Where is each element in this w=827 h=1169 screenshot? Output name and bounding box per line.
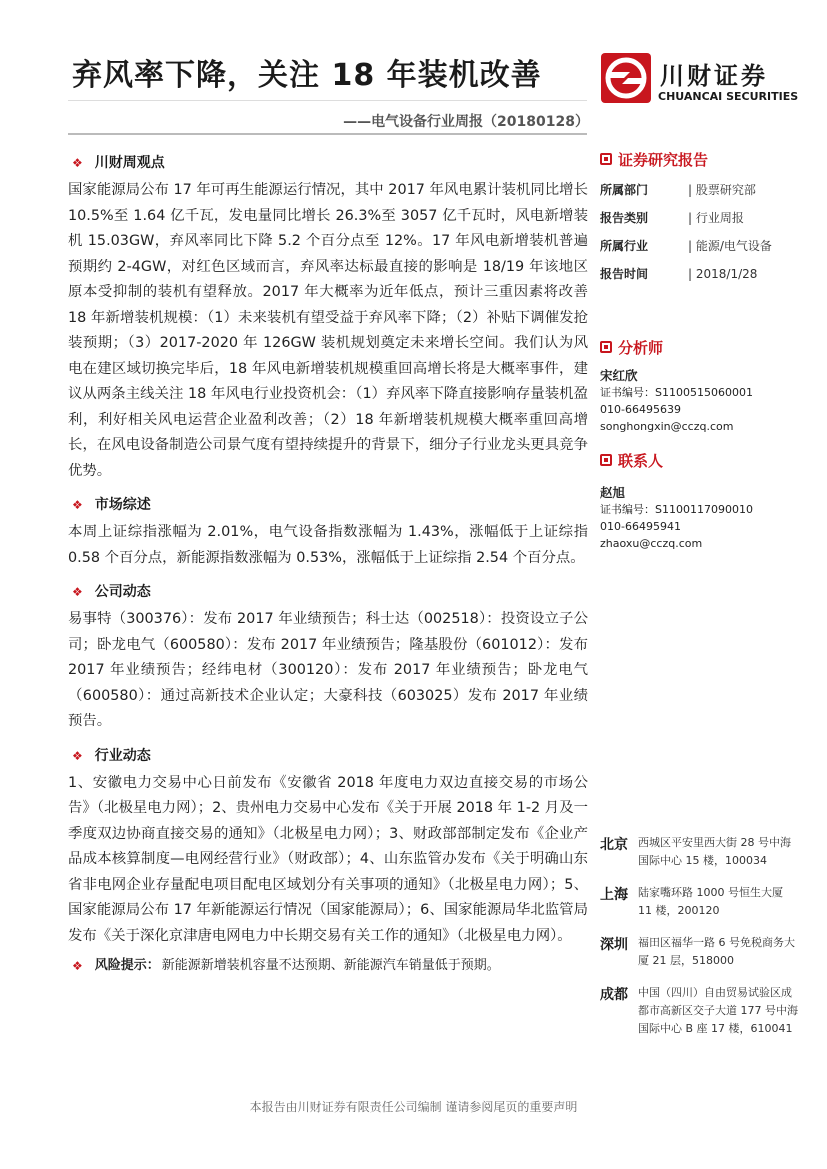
header-rule bbox=[68, 133, 587, 135]
section-paragraph: 易事特（300376）：发布 2017 年业绩预告；科士达（002518）：投资设立子公司；卧龙电气（600580）：发布 2017 年业绩预告；隆基股份（601012）：发布 2017 年业绩预告；经纬电材（300120）：发布 2017 年业绩预告；卧龙电气（600580）：通过高新技术企业认定；大豪科技（603025）发布 2017 年业绩预告。 bbox=[68, 611, 588, 729]
contact-phone: 010-66495941 bbox=[600, 520, 681, 533]
company-logo bbox=[600, 52, 800, 112]
main-column bbox=[68, 148, 588, 977]
address-city: 成都 bbox=[600, 987, 628, 1003]
report-info-heading: 证券研究报告 bbox=[600, 148, 800, 170]
address-text: 陆家嘴环路 1000 号恒生大厦 11 楼，200120 bbox=[638, 886, 783, 917]
risk-warning bbox=[68, 955, 588, 977]
diamond-bullet-icon: ❖ bbox=[72, 748, 83, 763]
section-heading: ❖ 川财周观点 bbox=[68, 148, 588, 178]
analyst-heading: 分析师 bbox=[600, 336, 800, 358]
section-paragraph: 本周上证综指涨幅为 2.01%，电气设备指数涨幅为 1.43%，涨幅低于上证综指 0.58 个百分点，新能源指数涨幅为 0.53%，涨幅低于上证综指 2.54 个百分点。 bbox=[68, 524, 588, 566]
section-market-review bbox=[68, 490, 588, 571]
diamond-bullet-icon: ❖ bbox=[72, 585, 83, 599]
section-paragraph: 国家能源局公布 17 年可再生能源运行情况，其中 2017 年风电累计装机同比增长 10.5%至 1.64 亿千瓦，发电量同比增长 26.3%至 3057 亿千瓦时，风电新增装机 15.03GW，弃风率同比下降 5.2 个百分点至 12%。17 年风电新增装机普遍预期约 2-4GW，对红色区域而言，弃风率达标最直接的影响是 18/19 年该地区原本受抑制的装机有望释放。2017 年大概率为近年低点，预计三重因素将改善 18 年新增装机规模：（1）未来装机有望受益于弃风率下降；（2）补贴下调催发抢装预期；（3）2017-2020 年 126GW 装机规划奠定未来增长空间。我们认为风电在建区域切换完毕后，18 年风电新增装机规模重回高增长将是大概率事件，建议从两条主线关注 18 年风电行业投资机会：（1）弃风率下降直接影响存量装机盈利，利好相关风电运营企业盈利改善；（2）18 年新增装机规模大概率重回高增长，在风电设备制造公司景气度有望持续提升的背景下，细分子行业龙头更具竞争优势。 bbox=[68, 182, 588, 479]
logo-en-text: CHUANCAI SECURITIES bbox=[658, 90, 799, 103]
report-heading-icon bbox=[600, 153, 612, 165]
address-shanghai bbox=[600, 884, 800, 920]
section-company-news bbox=[68, 577, 588, 735]
analyst-cert: 证书编号：S1100515060001 bbox=[600, 386, 753, 399]
contact-email[interactable]: zhaoxu@cczq.com bbox=[600, 537, 703, 550]
contact-heading: 联系人 bbox=[600, 449, 800, 471]
page-footer: 本报告由川财证券有限责任公司编制 谨请参阅尾页的重要声明 bbox=[249, 1100, 578, 1114]
analyst-email[interactable]: songhongxin@cczq.com bbox=[600, 420, 734, 433]
info-row: 报告类别 | 行业周报 bbox=[600, 211, 744, 225]
section-industry-news bbox=[68, 741, 588, 950]
address-text: 福田区福华一路 6 号免税商务大厦 21 层，518000 bbox=[638, 936, 795, 967]
diamond-bullet-icon: ❖ bbox=[72, 959, 83, 973]
analyst-name: 宋红欣 bbox=[600, 368, 638, 383]
contact-heading-icon bbox=[600, 454, 612, 466]
report-title: 弃风率下降，关注 18 年装机改善 bbox=[72, 58, 542, 93]
info-row: 所属行业 | 能源/电气设备 bbox=[600, 239, 772, 253]
section-heading: ❖ 市场综述 bbox=[68, 490, 588, 520]
analyst-heading-icon bbox=[600, 341, 612, 353]
section-weekly-view bbox=[68, 148, 588, 484]
contact-card bbox=[600, 483, 800, 552]
address-shenzhen bbox=[600, 934, 800, 970]
risk-text: 新能源新增装机容量不达预期、新能源汽车销量低于预期。 bbox=[161, 958, 500, 973]
report-info-list bbox=[600, 178, 800, 286]
analyst-phone: 010-66495639 bbox=[600, 403, 681, 416]
report-subtitle: ——电气设备行业周报（20180128） bbox=[343, 114, 589, 130]
risk-label: 风险提示： bbox=[94, 958, 160, 973]
address-beijing bbox=[600, 834, 800, 870]
info-row: 报告时间 | 2018/1/28 bbox=[600, 267, 758, 281]
address-text: 西城区平安里西大街 28 号中海国际中心 15 楼，100034 bbox=[638, 836, 791, 867]
sidebar bbox=[600, 148, 800, 552]
logo-mark-icon bbox=[600, 52, 652, 104]
address-text: 中国（四川）自由贸易试验区成都市高新区交子大道 177 号中海国际中心 B 座 17 楼，610041 bbox=[638, 986, 798, 1035]
logo-cn-text: 川财证券 bbox=[660, 62, 768, 90]
section-heading: ❖ 行业动态 bbox=[68, 741, 588, 771]
diamond-bullet-icon: ❖ bbox=[72, 498, 83, 512]
analyst-card bbox=[600, 366, 800, 435]
address-city: 上海 bbox=[600, 887, 628, 903]
contact-name: 赵旭 bbox=[600, 485, 626, 500]
section-paragraph: 1、安徽电力交易中心日前发布《安徽省 2018 年度电力双边直接交易的市场公告》（北极星电力网）；2、贵州电力交易中心发布《关于开展 2018 年 1-2 月及一季度双边协商直接交易的通知》（北极星电力网）；3、财政部部制定发布《企业产品成本核算制度—电网经营行业》（财政部）；4、山东监管办发布《关于明确山东省非电网企业存量配电项目配电区域划分有关事项的通知》（北极星电力网）；5、国家能源局公布 17 年新能源运行情况（国家能源局）；6、国家能源局华北监管局发布《关于深化京津唐电网电力中长期交易有关工作的通知》（北极星电力网）。 bbox=[68, 774, 588, 944]
info-row: 所属部门 | 股票研究部 bbox=[600, 183, 756, 197]
address-chengdu bbox=[600, 984, 800, 1038]
contact-cert: 证书编号：S1100117090010 bbox=[600, 503, 753, 516]
header-divider bbox=[68, 100, 587, 101]
diamond-bullet-icon: ❖ bbox=[72, 156, 83, 170]
address-city: 深圳 bbox=[600, 937, 628, 953]
section-heading: ❖ 公司动态 bbox=[68, 577, 588, 607]
address-city: 北京 bbox=[600, 837, 628, 853]
